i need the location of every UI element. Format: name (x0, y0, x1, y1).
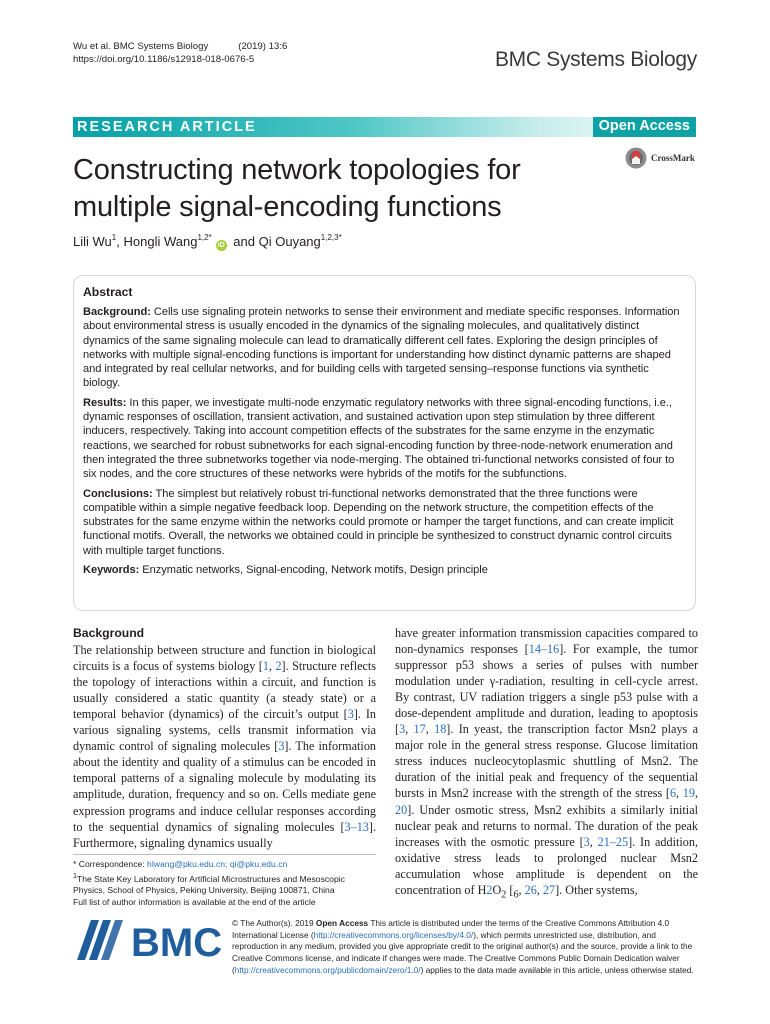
author-affiliation-sup: 1,2* (197, 233, 212, 242)
abstract-keywords: Keywords: Enzymatic networks, Signal-encoding, Network motifs, Design principle (83, 564, 488, 577)
citation-link[interactable]: 3 (583, 834, 590, 849)
citation-link[interactable]: 1 (262, 659, 269, 674)
abstract-results: Results: In this paper, we investigate multi-node enzymatic regulatory networks with three signal-encoding functions, i.e., dynamic responses of oscillation, transient activation, and sustained activation upon step stimulation by three different inducers, respectively. Taking into account competition effects of the substrates for the same enzyme in the enzymatic reactions, we searched for robust subnetworks for each signal-encoding function by three-node-network enumeration and then integrated the three subnetworks together via node-merging. The obtained tri-functional networks consisted of four to six nodes, and the core structures of these networks were hybrids of the motifs for the subfunctions. (83, 396, 675, 481)
citation-link[interactable]: 18 (434, 722, 447, 737)
abstract-conclusions: Conclusions: The simplest but relatively robust tri-functional networks demonstrated that the three functions were compatible within a simple negative feedback loop. Depending on the network structure, the competition effects of the substrates for the same enzyme within the networks could promote or hamper the target functions, and can create implicit functional motifs. Overall, the networks we obtained could in principle be synthesized to construct dynamic control circuits with multiple target functions. (83, 487, 674, 557)
citation-link[interactable]: 2 (275, 659, 282, 674)
doi-link[interactable]: https://doi.org/10.1186/s12918-018-0676-5 (73, 54, 255, 65)
author-name[interactable]: Hongli Wang (123, 234, 198, 249)
citation-link[interactable]: 3 (399, 722, 406, 737)
article-type-banner (73, 117, 696, 137)
running-header (73, 40, 287, 66)
abstract-heading: Abstract (83, 285, 133, 299)
license-link[interactable]: http://creativecommons.org/licenses/by/4.0/ (313, 929, 474, 940)
citation-link[interactable]: 3 (278, 739, 285, 754)
author-affiliation-sup: 1 (111, 233, 117, 242)
bmc-logo (73, 914, 233, 966)
open-access-badge: Open Access (593, 117, 696, 137)
author-affiliation-sup: 1,2,3* (320, 233, 342, 242)
article-title: Constructing network topologies for multiple signal-encoding functions (73, 154, 521, 223)
citation-link[interactable]: 27 (542, 882, 556, 897)
body-paragraph: have greater information transmission capacities compared to non-dynamics responses [14–16]. For example, the tumor suppressor p53 shows a series of pulses with number modulation under γ-radiation, resulting in cell-cycle arrest. By contrast, UV radiation triggers a single p53 pulse with a dose-dependent amplitude and duration, leading to apoptosis [3, 17, 18]. In yeast, the transcription factor Msn2 plays a major role in the general stress response. Glucose limitation stress induces nucleocytoplasmic shuttling of Msn2. The duration of the initial peak and frequency of the sequential bursts in Msn2 increase with the strength of the stress [6, 19, 20]. Under osmotic stress, Msn2 exhibits a similarly initial nuclear peak and returns to normal. The duration of the peak increases with the osmotic pressure [3, 21–25]. In addition, oxidative stress leads to prolonged nuclear Msn2 accumulation whose amplitude is dependent on the concentration of $H2O_2$ [$_6$, 26, 27]. Other systems, (395, 626, 699, 901)
article-type-label: RESEARCH ARTICLE (77, 119, 257, 135)
correspondence-footnote (73, 854, 376, 909)
section-heading-background: Background (73, 626, 145, 640)
body-paragraph: The relationship between structure and function in biological circuits is a focus of systems biology [1, 2]. Structure reflects the topology of interactions within a circuit, and function is usually considered a static quantity (a steady state) or a temporal behavior (dynamics) of the circuit’s output [3]. In various signaling systems, cells transmit information via dynamic control of signaling molecules [3]. The information about the identity and quality of a stimulus can be encoded in temporal patterns of a signaling molecule by modulating its amplitude, duration, frequency and so on. Cells mediate gene expression programs and induce cellular responses according to the sequential dynamics of signaling molecules [3–13]. Furthermore, signaling dynamics usually (73, 643, 377, 850)
more-info-line: Full list of author information is available at the end of the article (73, 897, 316, 908)
crossmark-icon (625, 147, 647, 169)
citation-link[interactable]: 17 (413, 722, 426, 737)
license-statement: © The Author(s). 2019 Open Access This article is distributed under the terms of the Creative Commons Attribution 4.0 International License (http://creativecommons.org/licenses/by/4.0/), which permits unrestricted use, distribution, and reproduction in any medium, provided you give appropriate credit to the original author(s) and the source, provide a link to the Creative Commons license, and indicate if changes were made. The Creative Commons Public Domain Dedication waiver (http://creativecommons.org/publicdomain/zero/1.0/) applies to the data made available in this article, unless otherwise stated. (232, 918, 694, 975)
citation-link[interactable]: 3 (347, 707, 354, 722)
journal-name: BMC Systems Biology (494, 48, 697, 71)
citation-link[interactable]: 19 (682, 786, 695, 801)
citation-link[interactable]: 3–13 (344, 819, 369, 834)
author-name[interactable]: Lili Wu (73, 234, 112, 249)
running-year-volume: (2019) 13:6 (238, 41, 288, 52)
bmc-logo-text: BMC (131, 921, 223, 965)
orcid-icon[interactable]: iD (217, 242, 225, 249)
author-list: Lili Wu$^1$, Hongli Wang$^{1,2*}$iD and Qi Ouyang$^{1,2,3*}$ (73, 233, 342, 249)
crossmark-button[interactable] (625, 145, 705, 171)
citation-link[interactable]: 14–16 (528, 642, 560, 657)
public-domain-link[interactable]: http://creativecommons.org/publicdomain/zero/1.0/ (234, 964, 421, 975)
citation-link[interactable]: 21–25 (597, 834, 629, 849)
correspondence-line: * Correspondence: hlwang@pku.edu.cn; qi@pku.edu.cn (73, 859, 288, 869)
author-name[interactable]: Qi Ouyang (258, 234, 321, 249)
crossmark-label: CrossMark (651, 153, 695, 163)
body-column-right (395, 625, 698, 903)
email-links[interactable]: hlwang@pku.edu.cn; qi@pku.edu.cn (147, 859, 288, 869)
body-column-left (73, 625, 376, 851)
citation-link[interactable]: 26 (524, 882, 537, 897)
abstract-background: Background: Cells use signaling protein networks to sense their environment and mediate specific responses. Information about environmental stress is usually encoded in the dynamics of the signaling molecules, and qualitatively distinct dynamics of the same signaling molecule can lead to dramatically different cell fates. Exploring the design principles of networks with multiple signal-encoding functions is important for understanding how distinct dynamic patterns are shaped and integrated by real cellular networks, and for building cells with targeted sensing–response functions via synthetic biology. (83, 306, 680, 390)
running-authors: Wu et al. BMC Systems Biology (73, 41, 209, 52)
citation-link[interactable]: 2 (486, 882, 493, 897)
affiliation-line: $^1$The State Key Laboratory for Artificial Microstructures and Mesoscopic Physics, School of Physics, Peking University, Beijing 100871, China (73, 871, 345, 896)
citation-link[interactable]: 6 (669, 786, 677, 801)
citation-link[interactable]: 20 (395, 802, 408, 817)
abstract-box (73, 275, 696, 611)
